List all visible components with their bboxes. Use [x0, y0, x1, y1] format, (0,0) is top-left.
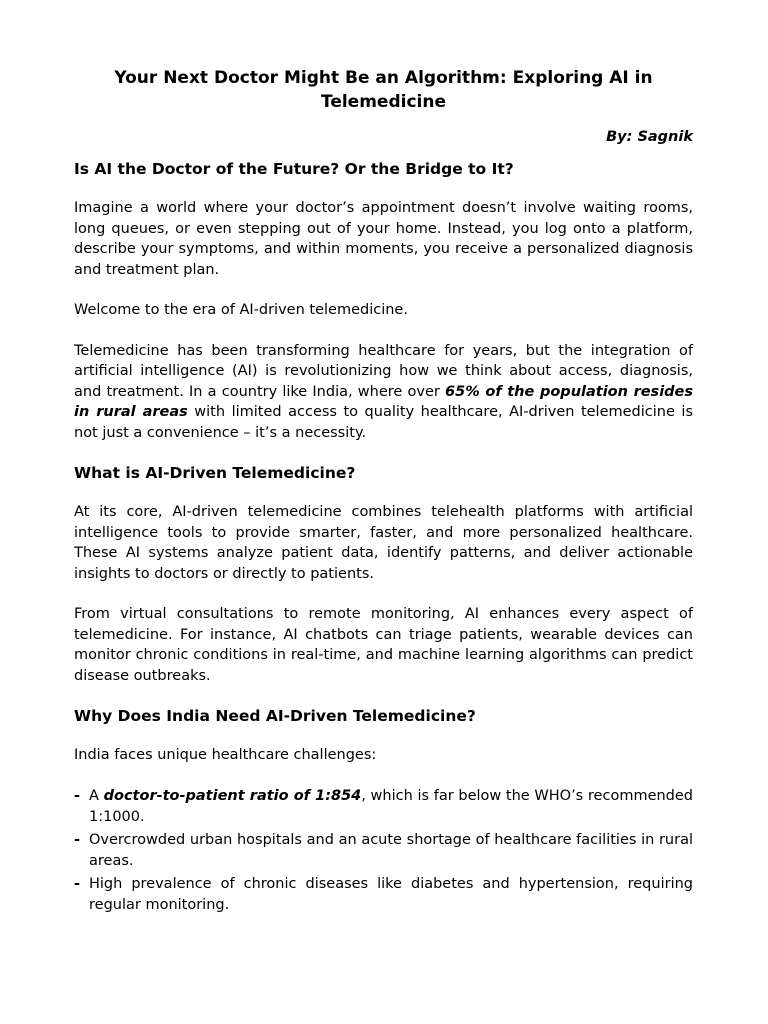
section-heading-ai-doctor-future: Is AI the Doctor of the Future? Or the Bridge to It? [74, 160, 514, 178]
paragraph-challenges-intro: India faces unique healthcare challenges: [74, 747, 377, 763]
paragraph-at-its-core: At its core, AI-driven telemedicine combines telehealth platforms with artificial intelligence tools to provide smarter, faster, and more personalized healthcare. These AI systems analyze patient data, identify patterns, and deliver actionable insights to doctors or directly to patients. [74, 504, 693, 582]
article-title: Your Next Doctor Might Be an Algorithm: Exploring AI in Telemedicine [114, 68, 653, 112]
list-item [74, 786, 693, 828]
paragraph-imagine: Imagine a world where your doctor’s appointment doesn’t involve waiting rooms, long queues, or even stepping out of your home. Instead, you log onto a platform, describe your symptoms, and within moments, you receive a personalized diagnosis and treatment plan. [74, 200, 693, 278]
bullet-dash: - [74, 787, 81, 804]
list-item-text: Overcrowded urban hospitals and an acute shortage of healthcare facilities in rural areas. [89, 831, 693, 869]
paragraph-text: Telemedicine has been transforming healthcare for years, but the integration of artificial intelligence (AI) is revolutionizing how we think about access, diagnosis, and treatment. In a country like India, where over [74, 342, 693, 400]
list-item-text: A [89, 787, 104, 804]
list-item [74, 830, 693, 872]
emphasis-doctor-ratio: doctor-to-patient ratio of 1:854 [103, 787, 362, 804]
list-item [74, 874, 693, 916]
list-item-text: High prevalence of chronic diseases like diabetes and hypertension, requiring regular monitoring. [89, 875, 693, 913]
emphasis-rural-population: 65% of the population resides in rural areas [74, 383, 694, 420]
list-item-text: , which is far below the WHO’s recommended 1:1000. [89, 787, 694, 825]
paragraph-welcome: Welcome to the era of AI-driven telemedicine. [74, 302, 408, 318]
challenges-list [74, 786, 693, 916]
author-byline: By: Sagnik [606, 129, 693, 145]
section-heading-what-is: What is AI-Driven Telemedicine? [74, 464, 356, 482]
paragraph-text: with limited access to quality healthcare, AI-driven telemedicine is not just a convenience – it’s a necessity. [74, 404, 693, 441]
paragraph-virtual-consultations: From virtual consultations to remote monitoring, AI enhances every aspect of telemedicine. For instance, AI chatbots can triage patients, wearable devices can monitor chronic conditions in real-time, and machine learning algorithms can predict disease outbreaks. [74, 606, 693, 684]
paragraph-telemedicine-india [74, 341, 693, 444]
bullet-dash: - [74, 831, 81, 848]
section-heading-why-india: Why Does India Need AI-Driven Telemedicine? [74, 707, 476, 725]
bullet-dash: - [74, 875, 81, 892]
